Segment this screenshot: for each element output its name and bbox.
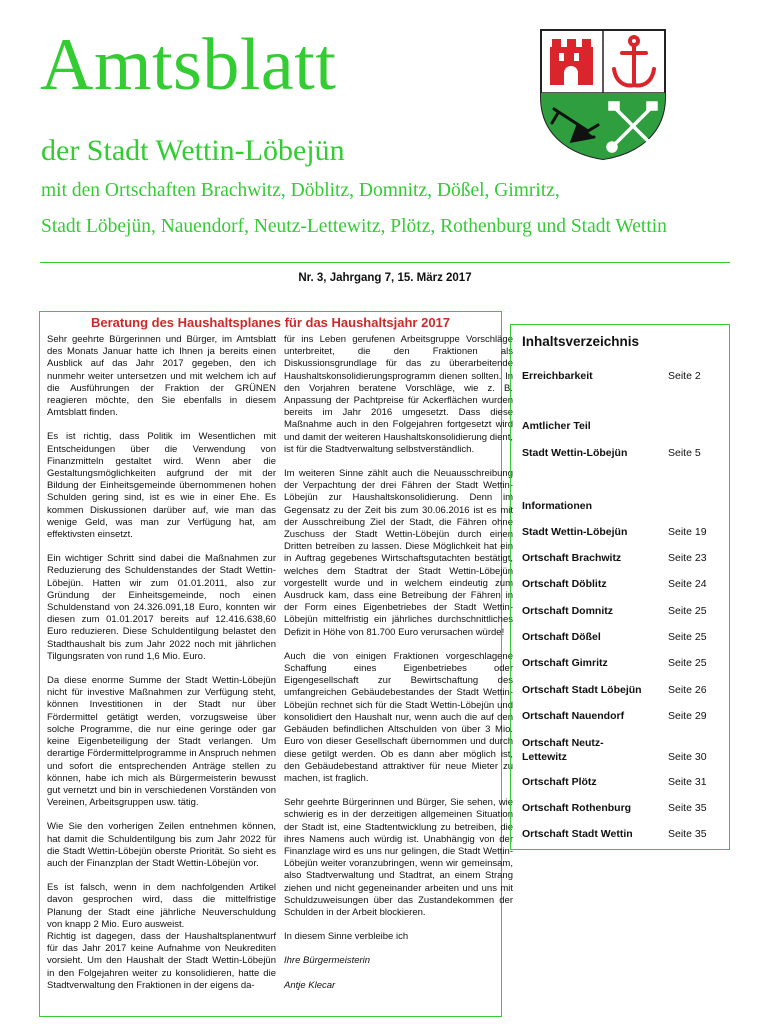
toc-entry-name: Ortschaft Gimritz <box>522 657 608 669</box>
toc-entry-page: Seite 25 <box>668 657 707 669</box>
article-paragraph: Richtig ist dagegen, dass der Haushaltsplanentwurf für das Jahr 2017 keine Aufnahme von Neukrediten vorsieht. Um den Haushalt der Stadt Wettin-Löbejün in den Folgejahren weiter zu konsolidieren, hatte die Stadtverwaltung den Fraktionen in der eigens da- <box>47 930 276 991</box>
toc-entry-page: Seite 24 <box>668 578 707 590</box>
article-paragraph: für ins Leben gerufenen Arbeitsgruppe Vorschläge unterbreitet, die den Fraktionen als Diskussionsgrundlage für das zu überarbeitende Haushaltskonsolidierungsprogramm dienen sollten. In den Vorjahren beratene Vorschläge, wie z. B. Anpassung der Pachtpreise für Ackerflächen wurden bereits im Jahr 2016 umgesetzt. Dass diese Maßnahme auch in den Folgejahren fortgesetzt wird und damit der weiteren Haushaltskonsolidierung dient, ist für die Stadtverwaltung selbstverständlich. <box>284 334 513 455</box>
ortschaften-line-2: Stadt Löbejün, Nauendorf, Neutz-Lettewitz, Plötz, Rothenburg und Stadt Wettin <box>41 216 667 237</box>
article-paragraph: In diesem Sinne verbleibe ich <box>284 931 409 943</box>
ortschaften-line-1: mit den Ortschaften Brachwitz, Döblitz, Domnitz, Dößel, Gimritz, <box>41 180 560 201</box>
article-paragraph: Es ist falsch, wenn in dem nachfolgenden Artikel davon gesprochen wird, dass die mittelfristige Planung der Stadt eine jährliche Neuverschuldung von knapp 2 Mio. Euro ausweist. <box>47 882 276 930</box>
toc-section-heading: Informationen <box>522 500 592 512</box>
toc-entry-page: Seite 23 <box>668 552 707 564</box>
toc-entry-name: Ortschaft Stadt Löbejün <box>522 684 642 696</box>
issue-line: Nr. 3, Jahrgang 7, 15. März 2017 <box>298 272 472 284</box>
masthead-rule <box>40 262 730 263</box>
coat-of-arms-icon <box>538 27 668 161</box>
article-paragraph: Im weiteren Sinne zählt auch die Neuausschreibung der Verpachtung der drei Fähren der Stadt Wettin-Löbejün zur Haushaltskonsolidierung. Denn im Gegensatz zu der Zeit bis zum 30.06.2016 ist es mit der Ausschreibung Ziel der Stadt, die Fähren ohne Zuschuss der Stadt Wettin-Löbejün durch einen Dritten betreiben zu lassen. Diese Möglichkeit hat ein in Auftrag gegebenes Wirtschaftsgutachten bestätigt, welches dem Stadtrat der Stadt Wettin-Löbejün vorgestellt wurde und in welchem eindeutig zum Ausdruck kam, dass eine Betreibung der Fähren in der Form eines Eigenbetriebes der Stadt Wettin-Löbejün mittelfristig ein jährliches durchschnittliches Defizit in Höhe von 81.700 Euro verursachen würde! <box>284 468 513 638</box>
newsletter-subtitle: der Stadt Wettin-Löbejün <box>41 134 345 167</box>
toc-entry-page: Seite 29 <box>668 710 707 722</box>
toc-entry-name: Ortschaft Domnitz <box>522 605 614 617</box>
toc-entry-page: Seite 25 <box>668 631 707 643</box>
article-paragraph: Es ist richtig, dass Politik im Wesentlichen mit Entscheidungen über die Verwendung von Finanzmitteln gestaltet wird. Wenn aber die Gestaltungsmöglichkeiten aufgrund der mit der Bildung der Einheitsgemeinde übernommenen hohen Schulden gering sind, ist es wie in einer Ehe. Es kommen Diskussionen darüber auf, wie man das wenige Geld, was man zur Verfügung hat, am effektivsten einsetzt. <box>47 431 276 541</box>
article-column-2 <box>284 334 513 1004</box>
castle-icon <box>550 39 593 85</box>
toc-entry-name: Ortschaft Nauendorf <box>522 710 625 722</box>
toc-entry-page: Seite 31 <box>668 776 707 788</box>
toc-entry-name: Ortschaft Plötz <box>522 776 597 788</box>
toc-entry-name: Stadt Wettin-Löbejün <box>522 526 628 538</box>
toc-entry-name: Ortschaft Rothenburg <box>522 802 632 814</box>
article-paragraph: Auch die von einigen Fraktionen vorgeschlagene Schaffung eines Eigenbetriebes oder Eigengesellschaft zur Bewirtschaftung des umfangreichen Gebäudebestandes der Stadt Wettin-Löbejün rechnet sich für die Stadt Wettin-Löbejün und konsolidiert den Haushalt nur, wenn auch die auf den Gebäuden befindlichen Altschulden von über 3 Mio. Euro von dieser Gesellschaft übernommen und durch diese getilgt werden. Ob es dann aber möglich ist, den Gebäudebestand attraktiver für neue Mieter zu machen, ist fraglich. <box>284 650 513 784</box>
toc-entry-name: Ortschaft Neutz-Lettewitz <box>522 737 604 763</box>
signature-title: Ihre Bürgermeisterin <box>284 955 371 967</box>
toc-entry-name: Erreichbarkeit <box>522 370 593 382</box>
signature-name: Antje Klecar <box>284 979 336 991</box>
toc-entry-page: Seite 26 <box>668 684 707 696</box>
newsletter-title: Amtsblatt <box>40 24 337 106</box>
article-paragraph: Sehr geehrte Bürgerinnen und Bürger, Sie sehen, wie schwierig es in der derzeitigen allgemeinen Situation der Stadt ist, eine Stadtentwicklung zu betreiben, die ihres Namens auch würdig ist. Unabhängig von der Finanzlage wird es uns nur gelingen, die Stadt Wettin-Löbejün weiter voranzubringen, wenn wir gemeinsam, also Stadtverwaltung und Stadtrat, an einem Strang ziehen und nicht gegeneinander arbeiten und uns mit Schuldzuweisungen über das Zustandekommen der Schulden in der Arbeit blockieren. <box>284 797 513 918</box>
toc-entry-page: Seite 35 <box>668 828 707 840</box>
article-heading: Beratung des Haushaltsplanes für das Haushaltsjahr 2017 <box>90 315 451 330</box>
toc-entry-page: Seite 35 <box>668 802 707 814</box>
toc-entry-page: Seite 25 <box>668 605 707 617</box>
toc-entry-page: Seite 5 <box>668 447 701 459</box>
toc-entry-name: Ortschaft Dößel <box>522 631 601 643</box>
toc-entry-page: Seite 19 <box>668 526 707 538</box>
toc-entry-name: Ortschaft Stadt Wettin <box>522 828 633 840</box>
toc-title: Inhaltsverzeichnis <box>522 334 640 349</box>
toc-entry-name: Ortschaft Brachwitz <box>522 552 622 564</box>
article-column-1 <box>47 334 276 992</box>
toc-entry-page: Seite 2 <box>668 370 701 382</box>
toc-entry-name: Stadt Wettin-Löbejün <box>522 447 628 459</box>
toc-section-heading: Amtlicher Teil <box>522 420 591 432</box>
article-paragraph: Ein wichtiger Schritt sind dabei die Maßnahmen zur Reduzierung des Schuldenstandes der Stadt Wettin-Löbejün. Hatten wir zum 01.01.2011, also zur Gründung der Einheitsgemeinde, noch einen Schuldenstand von 24.326.091,18 Euro, konnten wir diesen zum 01.01.2017 bereits auf 12.416.638,60 Euro reduzieren. Diese Schuldentilgung belastet den Stadthaushalt bis zum Jahr 2022 noch mit jährlichen Tilgungsraten von rund 1,6 Mio. Euro. <box>47 553 276 662</box>
article-paragraph: Wie Sie den vorherigen Zeilen entnehmen können, hat damit die Schuldentilgung bis zum Jahr 2022 für die Stadt Wettin-Löbejün oberste Priorität. So sieht es auch der Finanzplan der Stadt Wettin-Löbejün vor. <box>47 821 276 869</box>
toc-entry-page: Seite 30 <box>668 751 707 763</box>
article-paragraph: Da diese enorme Summe der Stadt Wettin-Löbejün nicht für investive Maßnahmen zur Verfügung steht, können Investitionen in der Stadt nur über Fördermittel getätigt werden, vorzugsweise über solche Programme, die nur eine geringe oder gar keine Eigenbeteiligung der Stadt verlangen. Um derartige Fördermittelprogramme in Anspruch nehmen und sofort die entsprechenden Anträge stellen zu können, habe ich mich als Bürgermeisterin bewusst gut vernetzt und bin in verschiedenen Vorständen von Vereinen, Arbeitsgruppen usw. tätig. <box>47 675 276 809</box>
toc-entry-name: Ortschaft Döblitz <box>522 578 607 590</box>
article-paragraph: Sehr geehrte Bürgerinnen und Bürger, im Amtsblatt des Monats Januar hatte ich Ihnen ja bereits einen Ausblick auf das Jahr 2017 gegeben, den ich nunmehr weiter untersetzen und mit welchem ich auf die Ausführungen der Fraktion der GRÜNEN reagieren möchte, den Sie ebenfalls in diesem Amtsblatt finden. <box>47 334 276 419</box>
